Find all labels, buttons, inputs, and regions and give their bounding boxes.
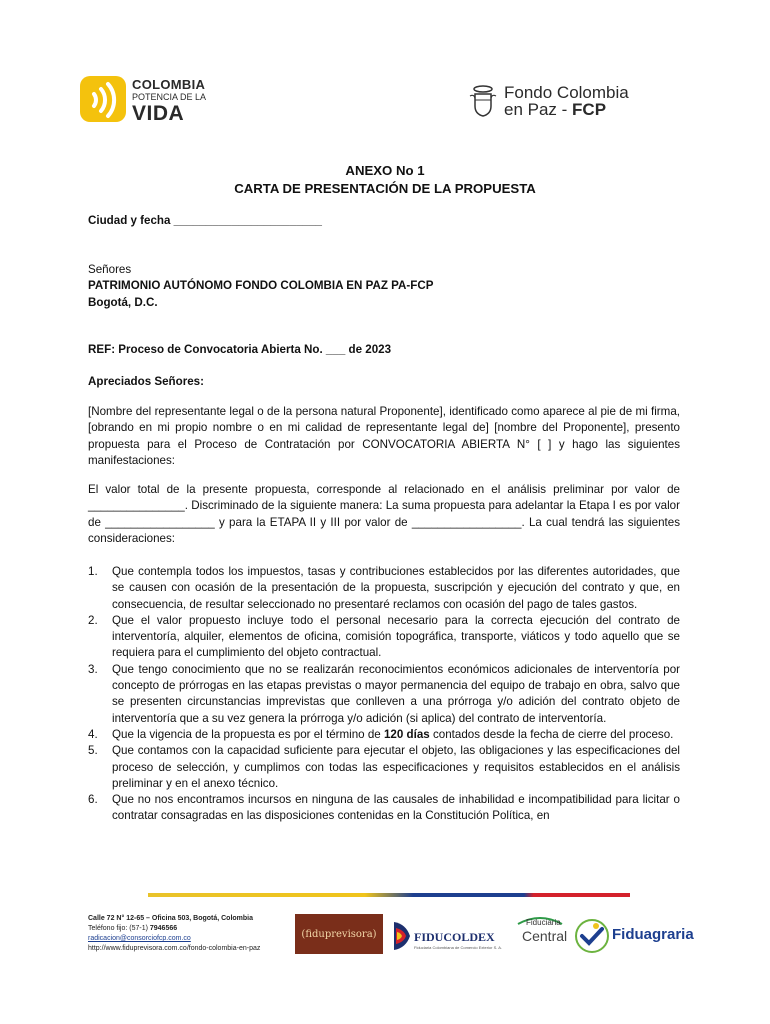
footer-address: Calle 72 N° 12-65 – Oficina 503, Bogotá, Colombia (88, 915, 254, 922)
list-item-number: 4. (88, 727, 98, 741)
fiducoldex-emblem-icon (392, 916, 412, 956)
list-item-text: Que contamos con la capacidad suficiente para ejecutar el objeto, las obligaciones y las especificaciones del proceso de selección, y cumplimos con todas las especificaciones y requisitos establecidos en el análisis preliminar y en el anexo técnico. (112, 744, 680, 790)
greeting: Apreciados Señores: (88, 375, 204, 388)
list-item-text-after: contados desde la fecha de cierre del proceso. (429, 727, 674, 741)
addressee-city: Bogotá, D.C. (88, 295, 158, 309)
footer-phone-line (88, 924, 260, 934)
logo-text-fondo-colombia: Fondo Colombia (504, 83, 629, 102)
colombia-potencia-de-la-vida-logo (80, 76, 220, 126)
fiducoldex-logo-text: FIDUCOLDEX (414, 930, 495, 944)
fiduciaria-central-text-1: Fiduciaria (526, 918, 561, 927)
city-date-line: Ciudad y fecha _______________________ (88, 214, 322, 227)
colombia-wave-icon (80, 76, 128, 122)
footer-website[interactable]: http://www.fiduprevisora.com.co/fondo-colombia-en-paz (88, 945, 261, 952)
list-item (88, 792, 680, 825)
fiduagraria-logo (572, 914, 694, 956)
fiduciaria-central-text-2: Central (522, 928, 568, 944)
list-item (88, 743, 680, 792)
footer-phone: 7946566 (149, 925, 178, 932)
value-paragraph-text: El valor total de la presente propuesta, corresponde al relacionado en el análisis preliminar por valor de _______________. Discriminado de la siguiente manera: La suma propuesta para adelantar la Etapa I es por valor de _________________ y para la ETAPA II y III por valor de _________________. La cual tendrá las siguientes consideraciones: (88, 483, 680, 545)
fiducoldex-logo-subtext: Fiduciaria Colombiana de Comercio Exterior S. A. (414, 945, 503, 950)
intro-paragraph (88, 404, 680, 469)
fiducoldex-logo (392, 914, 508, 956)
value-paragraph (88, 482, 680, 547)
addressee-block (88, 262, 433, 311)
fondo-colombia-en-paz-logo (468, 84, 668, 124)
addressee-salutation: Señores (88, 263, 132, 276)
list-item (88, 613, 680, 662)
list-item (88, 727, 680, 743)
document-title: ANEXO No 1 (345, 163, 425, 178)
list-item-text-before: Que la vigencia de la propuesta es por el término de (112, 727, 384, 741)
fiduagraria-leaf-icon (574, 918, 610, 954)
logo-text-en-paz-prefix: en Paz - (504, 100, 573, 119)
list-item-number: 5. (88, 744, 98, 758)
logo-text-en-paz (504, 101, 606, 118)
colombia-coat-of-arms-icon (468, 84, 498, 118)
list-item (88, 564, 680, 613)
list-item-number: 2. (88, 613, 98, 627)
logo-text-vida: VIDA (132, 102, 185, 125)
fiduciaria-central-logo (512, 914, 568, 956)
fiduagraria-logo-text: Fiduagraria (612, 926, 694, 943)
list-item-text: Que tengo conocimiento que no se realizarán reconocimientos económicos adicionales de interventoría por concepto de prórrogas en las etapas previstas o mayor permanencia del equipo de trabajo en obra, salvo que se presenten circunstancias imprevistas que conlleven a una prórroga y/o adición del contrato objeto de interventoría que a su vez genera la prórroga y/o adición (si aplica) del contrato de interventoría. (112, 662, 680, 725)
reference-line: REF: Proceso de Convocatoria Abierta No. ___ de 2023 (88, 343, 392, 356)
list-item-number: 1. (88, 565, 98, 578)
addressee-organization: PATRIMONIO AUTÓNOMO FONDO COLOMBIA EN PAZ PA-FCP (88, 279, 434, 293)
list-item-number: 6. (88, 793, 98, 807)
list-item-number: 3. (88, 662, 98, 676)
fiduprevisora-logo: (fiduprevisora) (295, 914, 383, 954)
validity-days: 120 días (383, 727, 430, 741)
logo-text-potencia: POTENCIA DE LA (132, 92, 207, 102)
list-item-text: Que contempla todos los impuestos, tasas y contribuciones establecidos por las diferentes autoridades, que se causen con ocasión de la presentación de la propuesta, suscripción y ejecución del contrato y que, en consecuencia, de resultar seleccionado no presentaré reclamos con ocasión del pago de tales gastos. (112, 565, 680, 611)
list-item-text: Que el valor propuesto incluye todo el personal necesario para la correcta ejecución del contrato de interventoría, alquiler, elementos de oficina, comisión topográfica, transporte, viáticos y todo aquello que se requiera para el cumplimiento del objeto contractual. (112, 613, 680, 660)
logo-text-colombia: COLOMBIA (132, 77, 206, 92)
logo-text-fcp: FCP (572, 100, 607, 119)
footer-contact-info (88, 914, 260, 954)
footer-phone-label: Teléfono fijo: (57-1) (88, 925, 150, 932)
list-item-text: Que no nos encontramos incursos en ninguna de las causales de inhabilidad e incompatibilidad para licitar o contratar consagradas en las disposiciones contenidas en la Constitución Política, en (112, 793, 680, 823)
list-item (88, 662, 680, 727)
considerations-list (88, 564, 680, 825)
footer-email-link[interactable]: radicacion@consorciofcp.com.co (88, 935, 191, 942)
intro-paragraph-text: [Nombre del representante legal o de la persona natural Proponente], identificado como aparece al pie de mi firma, [obrando en mi propio nombre o en mi calidad de representante legal de] [nombre del Proponente], presento propuesta para el Proceso de Contratación por CONVOCATORIA ABIERTA N° [ ] y hago las siguientes manifestaciones: (88, 405, 680, 467)
document-subtitle: CARTA DE PRESENTACIÓN DE LA PROPUESTA (234, 181, 536, 196)
footer-color-bar (148, 893, 630, 897)
